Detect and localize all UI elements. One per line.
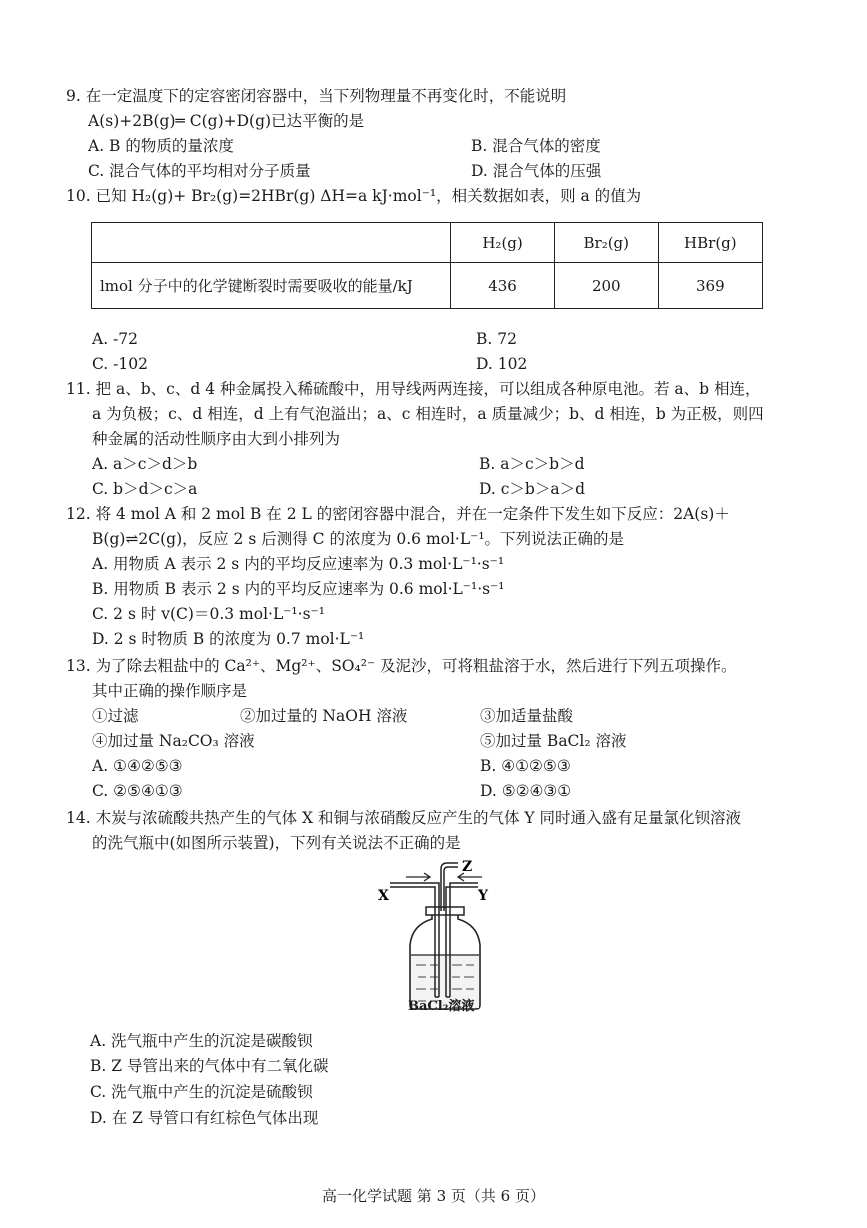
- table-header-hbr: HBr(g): [658, 223, 762, 263]
- q13-option-c: C. ②⑤④①③: [92, 782, 183, 800]
- figure-caption: BaCl₂溶液: [408, 999, 475, 1014]
- q12-option-c: C. 2 s 时 v(C)＝0.3 mol·L⁻¹·s⁻¹: [92, 605, 325, 623]
- q11-option-a: A. a＞c＞d＞b: [92, 455, 198, 473]
- q14-option-d: D. 在 Z 导管口有红棕色气体出现: [90, 1109, 319, 1127]
- q10-option-a: A. -72: [92, 330, 139, 348]
- q12-option-a: A. 用物质 A 表示 2 s 内的平均反应速率为 0.3 mol·L⁻¹·s⁻¹: [92, 555, 505, 573]
- q12-option-d: D. 2 s 时物质 B 的浓度为 0.7 mol·L⁻¹: [92, 630, 365, 648]
- q9-stem-line1: 9. 在一定温度下的定容密闭容器中，当下列物理量不再变化时，不能说明: [66, 87, 567, 105]
- table-row-label: lmol 分子中的化学键断裂时需要吸收的能量/kJ: [92, 263, 451, 309]
- q13-option-d: D. ⑤②④③①: [480, 782, 572, 800]
- q13-operation-4: ④加过量 Na₂CO₃ 溶液: [92, 732, 255, 750]
- q13-operation-5: ⑤加过量 BaCl₂ 溶液: [480, 732, 627, 750]
- q11-option-d: D. c＞b＞a＞d: [479, 480, 585, 498]
- q10-option-c: C. -102: [92, 355, 148, 373]
- table-value-br2: 200: [554, 263, 658, 309]
- q14-line1: 14. 木炭与浓硫酸共热产生的气体 X 和铜与浓硝酸反应产生的气体 Y 同时通入盛有足量氯化钡溶液: [66, 809, 742, 827]
- q9-option-b: B. 混合气体的密度: [471, 137, 601, 155]
- q9-option-a: A. B 的物质的量浓度: [88, 137, 234, 155]
- q13-line1: 13. 为了除去粗盐中的 Ca²⁺、Mg²⁺、SO₄²⁻ 及泥沙，可将粗盐溶于水，然后进行下列五项操作。: [66, 657, 737, 675]
- q13-option-a: A. ①④②⑤③: [92, 757, 183, 775]
- table-header-blank: [92, 223, 451, 263]
- q11-line1: 11. 把 a、b、c、d 4 种金属投入稀硫酸中，用导线两两连接，可以组成各种原电池。若 a、b 相连，: [66, 380, 761, 398]
- q12-line1: 12. 将 4 mol A 和 2 mol B 在 2 L 的密闭容器中混合，并在一定条件下发生如下反应：2A(s)＋: [66, 505, 730, 523]
- q9-stem-line2: A(s)+2B(g)═ C(g)+D(g)已达平衡的是: [88, 112, 365, 130]
- x-inflow-arrow-icon: [406, 873, 430, 881]
- q11-line2: a 为负极；c、d 相连，d 上有气泡溢出；a、c 相连时，a 质量减少；b、d 相连，b 为正极，则四: [92, 405, 764, 423]
- label-y: Y: [478, 888, 488, 904]
- q14-option-a: A. 洗气瓶中产生的沉淀是碳酸钡: [90, 1032, 313, 1050]
- q10-option-d: D. 102: [476, 355, 528, 373]
- q12-line2: B(g)⇌2C(g)，反应 2 s 后测得 C 的浓度为 0.6 mol·L⁻¹。下列说法正确的是: [92, 530, 625, 548]
- table-value-h2: 436: [451, 263, 555, 309]
- table-header-h2: H₂(g): [451, 223, 555, 263]
- q14-line2: 的洗气瓶中(如图所示装置)，下列有关说法不正确的是: [92, 834, 461, 852]
- table-value-hbr: 369: [658, 263, 762, 309]
- q9-option-d: D. 混合气体的压强: [471, 162, 602, 180]
- label-z: Z: [462, 859, 473, 875]
- q11-option-c: C. b＞d＞c＞a: [92, 480, 198, 498]
- q13-option-b: B. ④①②⑤③: [480, 757, 571, 775]
- page-footer: 高一化学试题 第 3 页（共 6 页）: [322, 1187, 545, 1205]
- q11-option-b: B. a＞c＞b＞d: [479, 455, 585, 473]
- q14-option-b: B. Z 导管出来的气体中有二氧化碳: [90, 1057, 329, 1075]
- q14-option-c: C. 洗气瓶中产生的沉淀是硫酸钡: [90, 1083, 313, 1101]
- label-x: X: [378, 888, 389, 904]
- q13-operation-1: ①过滤: [92, 707, 139, 725]
- q9-option-c: C. 混合气体的平均相对分子质量: [88, 162, 311, 180]
- q13-operation-2: ②加过量的 NaOH 溶液: [240, 707, 408, 725]
- q13-line2: 其中正确的操作顺序是: [92, 682, 248, 700]
- bottle-stopper: [426, 907, 464, 915]
- q11-line3: 种金属的活动性顺序由大到小排列为: [92, 430, 341, 448]
- q13-operation-3: ③加适量盐酸: [480, 707, 574, 725]
- table-header-br2: Br₂(g): [554, 223, 658, 263]
- gas-washing-bottle-figure: [360, 855, 510, 1020]
- q10-stem: 10. 已知 H₂(g)+ Br₂(g)=2HBr(g) ΔH=a kJ·mol⁻¹，相关数据如表，则 a 的值为: [66, 187, 642, 205]
- bond-energy-table: [91, 222, 763, 309]
- q12-option-b: B. 用物质 B 表示 2 s 内的平均反应速率为 0.6 mol·L⁻¹·s⁻¹: [92, 580, 505, 598]
- q10-option-b: B. 72: [476, 330, 517, 348]
